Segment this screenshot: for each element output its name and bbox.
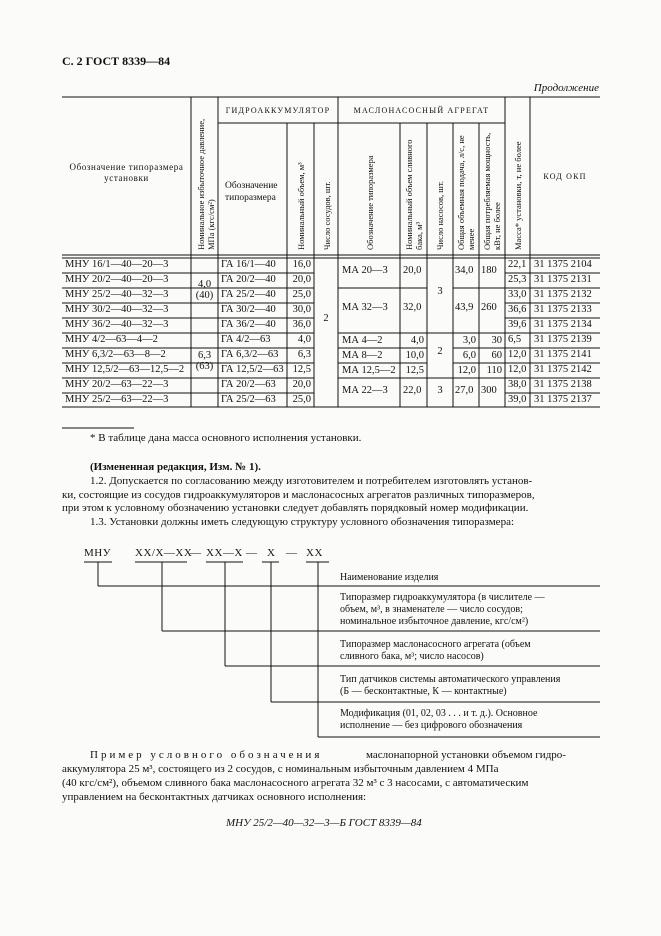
group-pump-header: МАСЛОНАСОСНЫЙ АГРЕГАТ	[353, 106, 490, 115]
row-hydro-volume: 36,0	[292, 319, 311, 330]
paragraph-1-2-line-2: ки, состоящие из сосудов гидроаккумуляторов и маслонасосных агрегатов различных типоразмеров,	[62, 489, 535, 501]
row-hydro-type: ГА 16/1—40	[221, 259, 276, 270]
example-line-1: маслонапорной установки объемом гидро-	[366, 749, 566, 761]
row-mass: 33,0	[508, 289, 527, 300]
row-hydro-volume: 20,0	[292, 379, 311, 390]
code-dash: —	[286, 547, 298, 559]
row-okp-code: 31 1375 2139	[534, 334, 592, 345]
pressure-group-1	[191, 279, 218, 301]
row-okp-code: 31 1375 2142	[534, 364, 592, 375]
row-designation: МНУ 12,5/2—63—12,5—2	[65, 364, 185, 375]
group-hydro-header: ГИДРОАККУМУЛЯТОР	[225, 106, 331, 115]
row-mass: 25,3	[508, 274, 527, 285]
col-hydro-volume-header: Номинальный объем, м³	[296, 162, 306, 250]
row-hydro-type: ГА 30/2—40	[221, 304, 276, 315]
example-code: МНУ 25/2—40—32—3—Б ГОСТ 8339—84	[226, 817, 422, 829]
pump-ma4-tank: 4,0	[410, 335, 424, 346]
row-hydro-volume: 20,0	[292, 274, 311, 285]
row-okp-code: 31 1375 2132	[534, 289, 592, 300]
row-designation: МНУ 20/2—40—20—3	[65, 274, 169, 285]
code-part-sensor: Х	[267, 547, 276, 559]
row-hydro-volume: 16,0	[292, 259, 311, 270]
page-header: С. 2 ГОСТ 8339—84	[62, 54, 171, 68]
legend-hydro-line-1: Типоразмер гидроаккумулятора (в числителе —	[340, 592, 545, 603]
pump-ma125-flow: 12,0	[457, 365, 476, 376]
continuation-label: Продолжение	[533, 82, 599, 94]
row-okp-code: 31 1375 2137	[534, 394, 592, 405]
row-mass: 36,6	[508, 304, 527, 315]
pump-ma4-power: 30	[491, 335, 502, 346]
row-hydro-type: ГА 20/2—63	[221, 379, 276, 390]
legend-product-name: Наименование изделия	[340, 572, 439, 583]
legend-modification-line-1: Модификация (01, 02, 03 . . . и т. д.). Основное	[340, 708, 538, 719]
row-hydro-type: ГА 36/2—40	[221, 319, 276, 330]
row-mass: 39,0	[508, 394, 527, 405]
code-dash: —	[246, 547, 258, 559]
row-hydro-volume: 30,0	[292, 304, 311, 315]
col-flow-header: Общая объемная подача, л/с, не менее	[456, 135, 476, 250]
pump-ma32-tank: 32,0	[403, 302, 422, 313]
row-designation: МНУ 20/2—63—22—3	[65, 379, 169, 390]
pressure-value: 6,3	[197, 350, 212, 361]
row-designation: МНУ 16/1—40—20—3	[65, 259, 169, 270]
col-power-header: Общая потребляемая мощность, кВт, не более	[482, 132, 502, 250]
pump-ma22-flow: 27,0	[455, 385, 474, 396]
col-pump-type-header: Обозначение типоразмера	[365, 155, 375, 250]
row-hydro-type: ГА 4/2—63	[221, 334, 271, 345]
pump-ma20-power: 180	[481, 265, 497, 276]
row-okp-code: 31 1375 2104	[534, 259, 592, 270]
col-mass-header: Масса* установки, т, не более	[513, 141, 523, 250]
row-hydro-volume: 6,3	[297, 349, 311, 360]
vessels-value: 2	[323, 313, 329, 324]
col-pressure-header: Номинальное избыточное давление, МПа (кгс/см²)	[196, 118, 216, 250]
col-tank-header: Номинальный объем сливного бака, м³	[404, 139, 424, 250]
legend-pump-line-2: сливного бака, м³; число насосов)	[340, 651, 484, 662]
pump-ma20-tank: 20,0	[403, 265, 422, 276]
example-line-3: (40 кгс/см²), объемом сливного бака маслонасосного агрегата 32 м³ с 3 насосами, с автоматическим	[62, 777, 529, 789]
row-mass: 38,0	[508, 379, 527, 390]
pump-ma125-tank: 12,5	[405, 365, 424, 376]
row-designation: МНУ 36/2—40—32—3	[65, 319, 169, 330]
row-hydro-type: ГА 12,5/2—63	[221, 364, 284, 375]
legend-modification-line-2: исполнение — без цифрового обозначения	[340, 720, 523, 731]
pump-ma20-flow: 34,0	[455, 265, 474, 276]
row-okp-code: 31 1375 2138	[534, 379, 592, 390]
legend-pump-line-1: Типоразмер маслонасосного агрегата (объем	[340, 639, 531, 650]
row-mass: 22,1	[508, 259, 527, 270]
row-hydro-volume: 25,0	[292, 394, 311, 405]
row-mass: 12,0	[508, 364, 527, 375]
pressure-value: 4,0	[197, 279, 212, 290]
row-mass: 12,0	[508, 349, 527, 360]
amendment-note: (Измененная редакция, Изм. № 1).	[90, 461, 261, 473]
pump-ma22-power: 300	[481, 385, 497, 396]
row-mass: 39,6	[508, 319, 527, 330]
pump-ma8: МА 8—2	[342, 350, 383, 361]
code-part-hydro: ХХ/Х—ХХ	[135, 547, 193, 559]
row-designation: МНУ 6,3/2—63—8—2	[65, 349, 166, 360]
code-part-modification: ХХ	[306, 547, 323, 559]
paragraph-1-3: 1.3. Установки должны иметь следующую структуру условного обозначения типоразмера:	[90, 516, 515, 528]
col-hydro-type-header: Обозначение типоразмера	[225, 181, 278, 203]
code-part-pump: ХХ—Х	[206, 547, 243, 559]
row-designation: МНУ 25/2—40—32—3	[65, 289, 169, 300]
pump-ma32-flow: 43,9	[455, 302, 474, 313]
pump-ma32-power: 260	[481, 302, 497, 313]
row-hydro-type: ГА 6,3/2—63	[221, 349, 279, 360]
pump-ma8-flow: 6,0	[462, 350, 476, 361]
pump-ma4-flow: 3,0	[462, 335, 476, 346]
col-vessels-header: Число сосудов, шт.	[322, 181, 332, 250]
example-line-4: управлением на бесконтактных датчиках основного исполнения:	[62, 791, 367, 803]
row-okp-code: 31 1375 2141	[534, 349, 592, 360]
pump-ma22-tank: 22,0	[403, 385, 422, 396]
pump-ma32: МА 32—3	[342, 302, 388, 313]
code-dash: —	[190, 547, 202, 559]
paragraph-1-2-line-3: при этом к условному обозначению установки следует добавлять порядковый номер модификации.	[62, 502, 529, 514]
legend-hydro-line-3: номинальное избыточное давление, кгс/см²)	[340, 616, 529, 627]
footnote: * В таблице дана масса основного исполнения установки.	[90, 432, 362, 444]
row-hydro-volume: 25,0	[292, 289, 311, 300]
row-okp-code: 31 1375 2134	[534, 319, 592, 330]
pump-ma125-power: 110	[486, 365, 502, 376]
pump-ma22-pumps: 3	[437, 385, 443, 396]
code-part-mnu: МНУ	[84, 547, 112, 559]
pressure-group-2	[191, 350, 218, 372]
pressure-value-kgf: (63)	[195, 361, 214, 372]
pumps-2: 2	[437, 346, 443, 357]
row-hydro-type: ГА 25/2—63	[221, 394, 276, 405]
example-label: Пример условного обозначения	[90, 749, 323, 761]
paragraph-1-2-line-1: 1.2. Допускается по согласованию между изготовителем и потребителем изготовлять установ-	[90, 475, 533, 487]
col-pumps-header: Число насосов, шт.	[435, 180, 445, 250]
example-line-2: аккумулятора 25 м³, состоящего из 2 сосудов, с номинальным избыточным давлением 4 МПа	[62, 763, 499, 775]
col-designation-header: Обозначение типоразмера установки	[69, 162, 184, 183]
legend-sensor-line-2: (Б — бесконтактные, К — контактные)	[340, 686, 507, 697]
pump-ma125: МА 12,5—2	[342, 365, 396, 376]
row-hydro-volume: 12,5	[292, 364, 311, 375]
col-okp-header: КОД ОКП	[543, 172, 587, 181]
legend-sensor-line-1: Тип датчиков системы автоматического управления	[340, 674, 561, 685]
legend-hydro-line-2: объем, м³, в знаменателе — число сосудов;	[340, 604, 523, 615]
row-designation: МНУ 25/2—63—22—3	[65, 394, 169, 405]
pressure-value-kgf: (40)	[195, 290, 214, 301]
pump-ma8-tank: 10,0	[405, 350, 424, 361]
pump-ma4: МА 4—2	[342, 335, 383, 346]
pump-ma20: МА 20—3	[342, 265, 388, 276]
row-designation: МНУ 4/2—63—4—2	[65, 334, 158, 345]
row-okp-code: 31 1375 2133	[534, 304, 592, 315]
pump-ma8-power: 60	[491, 350, 502, 361]
row-okp-code: 31 1375 2131	[534, 274, 592, 285]
row-hydro-type: ГА 20/2—40	[221, 274, 276, 285]
row-mass: 6,5	[508, 334, 522, 345]
row-designation: МНУ 30/2—40—32—3	[65, 304, 169, 315]
pump-ma22: МА 22—3	[342, 385, 388, 396]
row-hydro-volume: 4,0	[297, 334, 311, 345]
row-hydro-type: ГА 25/2—40	[221, 289, 276, 300]
pumps-3: 3	[437, 286, 443, 297]
